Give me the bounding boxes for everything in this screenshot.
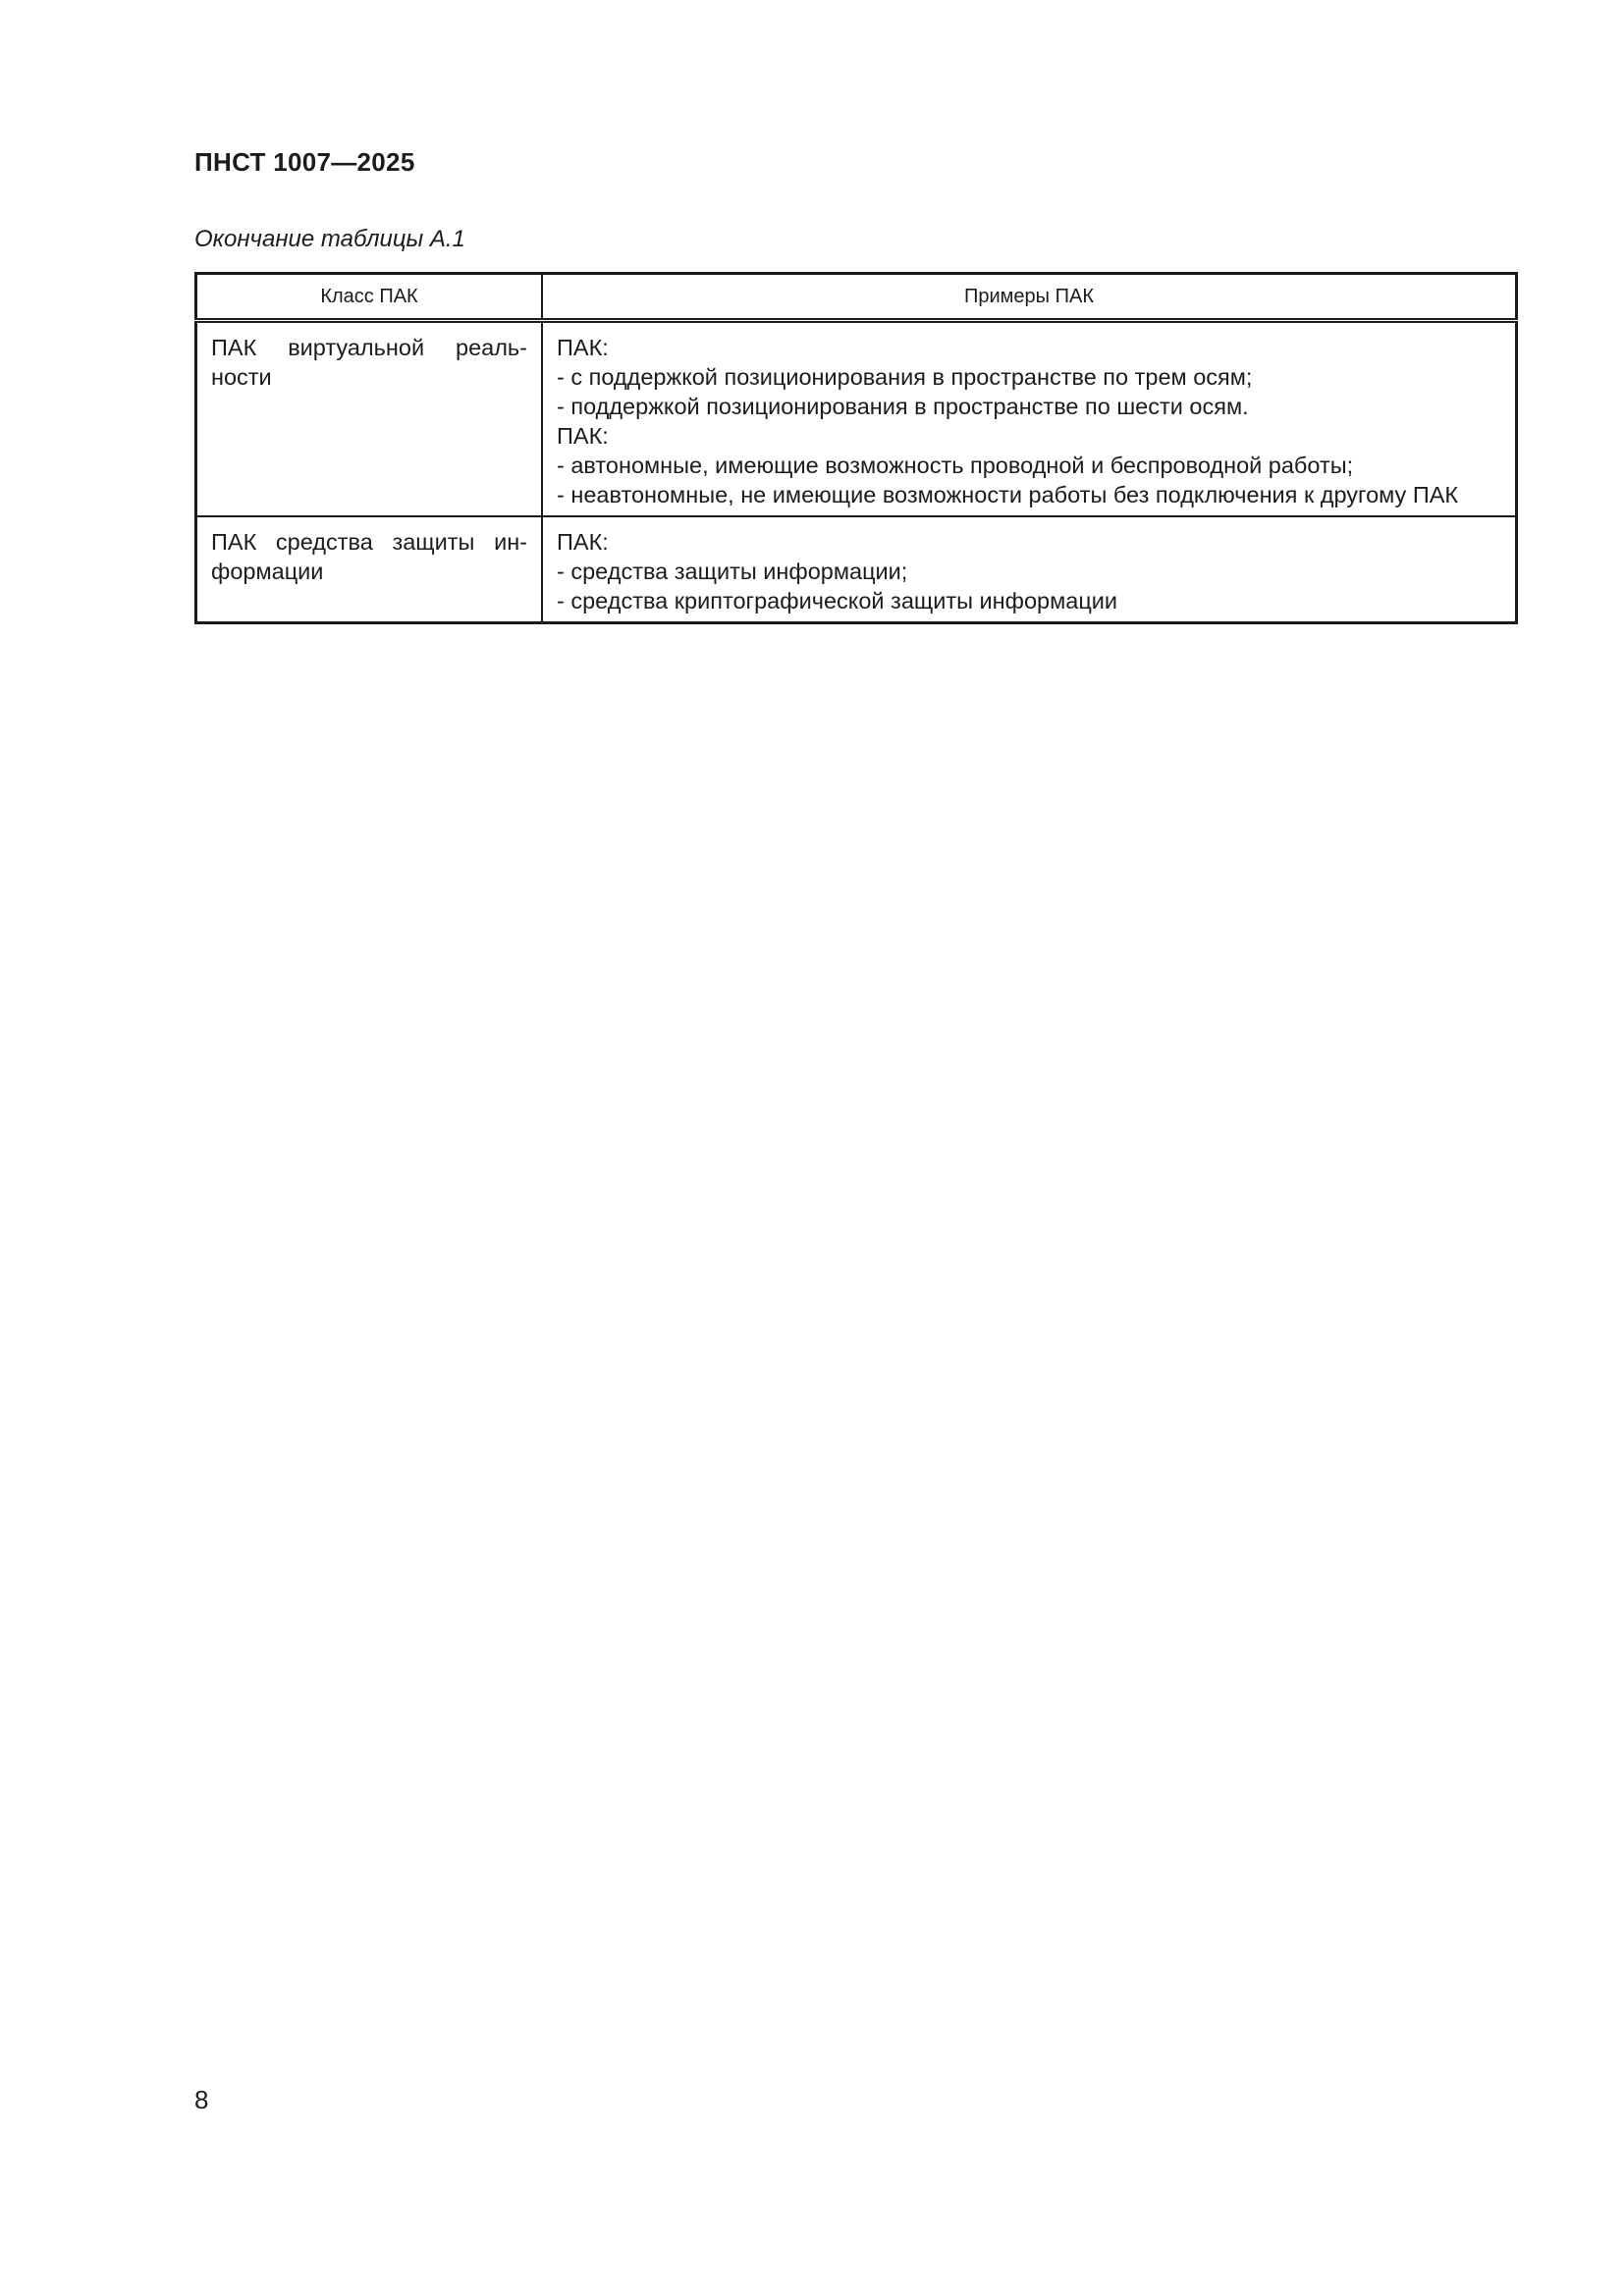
table-header-row	[196, 274, 1517, 321]
pak-table	[194, 272, 1518, 624]
column-header-class: Класс ПАК	[196, 274, 543, 321]
examples-cell	[542, 516, 1517, 623]
examples-cell	[542, 321, 1517, 517]
example-line: ПАК:	[557, 335, 609, 360]
table-row	[196, 321, 1517, 517]
example-line: - неавтономные, не имеющие возможности работы без подключения к другому ПАК	[557, 482, 1459, 507]
table-row	[196, 516, 1517, 623]
example-line: - средства защиты информации;	[557, 559, 908, 584]
example-line: - с поддержкой позиционирования в пространстве по трем осям;	[557, 364, 1253, 390]
column-header-examples: Примеры ПАК	[542, 274, 1517, 321]
example-line: - поддержкой позиционирования в пространстве по шести осям.	[557, 394, 1249, 419]
class-cell: ПАК виртуальной реальности	[196, 321, 543, 517]
class-cell: ПАК средства защиты информации	[196, 516, 543, 623]
example-line: ПАК:	[557, 423, 609, 449]
example-line: ПАК:	[557, 529, 609, 555]
example-line: - автономные, имеющие возможность проводной и беспроводной работы;	[557, 453, 1354, 478]
table-caption: Окончание таблицы А.1	[194, 226, 465, 252]
page-number: 8	[194, 2085, 209, 2114]
document-code: ПНСТ 1007—2025	[194, 147, 415, 177]
example-line: - средства криптографической защиты информации	[557, 588, 1118, 614]
